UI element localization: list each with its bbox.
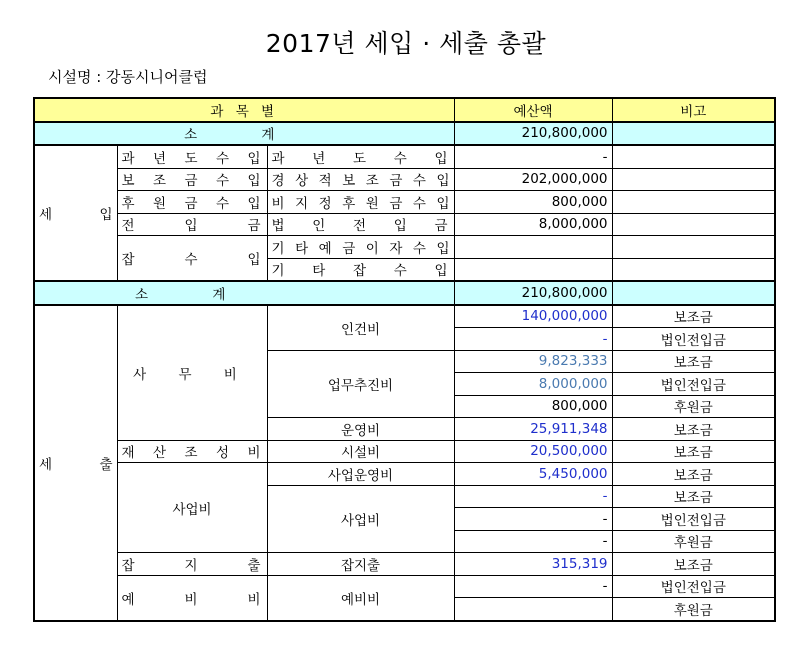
table-row [34, 305, 775, 328]
budget-value: 20,500,000 [454, 440, 612, 463]
income-l2-label: 잡 수 입 [117, 236, 267, 282]
budget-value: - [454, 575, 612, 598]
expense-operation-label: 업무추진비 [267, 350, 454, 418]
expense-reserve-label: 예 비 비 [117, 575, 267, 621]
expense-subtotal-value: 210,800,000 [454, 281, 612, 305]
note-cell [612, 236, 775, 259]
note-cell: 법인전입금 [612, 508, 775, 531]
budget-value: 800,000 [454, 191, 612, 214]
budget-value: 315,319 [454, 553, 612, 576]
budget-value: - [454, 530, 612, 553]
income-l2-label: 과 년 도 수 입 [117, 145, 267, 168]
note-cell [612, 213, 775, 236]
income-l3-label: 법 인 전 입 금 [267, 213, 454, 236]
expense-section-label: 세 출 [34, 305, 117, 621]
note-cell: 후원금 [612, 395, 775, 418]
expense-business-label: 사업비 [117, 463, 267, 553]
budget-value: - [454, 328, 612, 351]
budget-value [454, 598, 612, 621]
table-row [34, 168, 775, 191]
table-row [34, 213, 775, 236]
table-header-row [34, 98, 775, 122]
income-section-label: 세 입 [34, 145, 117, 281]
expense-business-op-label: 사업운영비 [267, 463, 454, 486]
expense-business-sub-label: 사업비 [267, 485, 454, 553]
budget-value: 9,823,333 [454, 350, 612, 373]
expense-subtotal-note [612, 281, 775, 305]
note-cell: 보조금 [612, 463, 775, 486]
income-subtotal-label: 소 계 [34, 122, 454, 146]
budget-summary-table [33, 97, 776, 622]
header-subject: 과 목 별 [34, 98, 454, 122]
income-subtotal-value: 210,800,000 [454, 122, 612, 146]
income-l3-label: 비 지 정 후 원 금 수 입 [267, 191, 454, 214]
facility-name: 시설명 : 강동시니어클럽 [48, 68, 208, 86]
income-l3-label: 기 타 잡 수 입 [267, 258, 454, 281]
expense-reserve-sub-label: 예비비 [267, 575, 454, 621]
note-cell: 후원금 [612, 530, 775, 553]
note-cell [612, 191, 775, 214]
expense-facility-label: 시설비 [267, 440, 454, 463]
note-cell [612, 145, 775, 168]
income-l3-label: 과 년 도 수 입 [267, 145, 454, 168]
table-row [34, 236, 775, 259]
budget-value: - [454, 508, 612, 531]
table-row [34, 553, 775, 576]
note-cell [612, 258, 775, 281]
expense-subtotal-label: 소 계 [34, 281, 454, 305]
note-cell: 법인전입금 [612, 328, 775, 351]
note-cell: 보조금 [612, 418, 775, 441]
note-cell: 보조금 [612, 440, 775, 463]
income-l3-label: 경 상 적 보 조 금 수 입 [267, 168, 454, 191]
budget-value: 140,000,000 [454, 305, 612, 328]
note-cell: 후원금 [612, 598, 775, 621]
expense-misc-sub-label: 잡지출 [267, 553, 454, 576]
budget-value: 8,000,000 [454, 373, 612, 396]
budget-value: 25,911,348 [454, 418, 612, 441]
budget-value: 5,450,000 [454, 463, 612, 486]
budget-value: 800,000 [454, 395, 612, 418]
expense-property-label: 재 산 조 성 비 [117, 440, 267, 463]
budget-value: 8,000,000 [454, 213, 612, 236]
table-row [34, 191, 775, 214]
income-l2-label: 후 원 금 수 입 [117, 191, 267, 214]
income-l3-label: 기 타 예 금 이 자 수 입 [267, 236, 454, 259]
page-title: 2017년 세입 · 세출 총괄 [265, 29, 547, 58]
expense-subtotal-row [34, 281, 775, 305]
income-l2-label: 보 조 금 수 입 [117, 168, 267, 191]
expense-office-label: 사 무 비 [117, 305, 267, 441]
budget-value: - [454, 145, 612, 168]
expense-running-label: 운영비 [267, 418, 454, 441]
note-cell [612, 168, 775, 191]
note-cell: 보조금 [612, 350, 775, 373]
table-row [34, 463, 775, 486]
table-row [34, 440, 775, 463]
income-subtotal-row [34, 122, 775, 146]
header-note: 비고 [612, 98, 775, 122]
table-row [34, 575, 775, 598]
budget-value [454, 258, 612, 281]
header-budget: 예산액 [454, 98, 612, 122]
note-cell: 보조금 [612, 485, 775, 508]
budget-value [454, 236, 612, 259]
expense-personnel-label: 인건비 [267, 305, 454, 351]
income-subtotal-note [612, 122, 775, 146]
note-cell: 법인전입금 [612, 373, 775, 396]
budget-value: 202,000,000 [454, 168, 612, 191]
budget-value: - [454, 485, 612, 508]
note-cell: 보조금 [612, 553, 775, 576]
expense-misc-label: 잡 지 출 [117, 553, 267, 576]
note-cell: 보조금 [612, 305, 775, 328]
note-cell: 법인전입금 [612, 575, 775, 598]
table-row [34, 145, 775, 168]
income-l2-label: 전 입 금 [117, 213, 267, 236]
